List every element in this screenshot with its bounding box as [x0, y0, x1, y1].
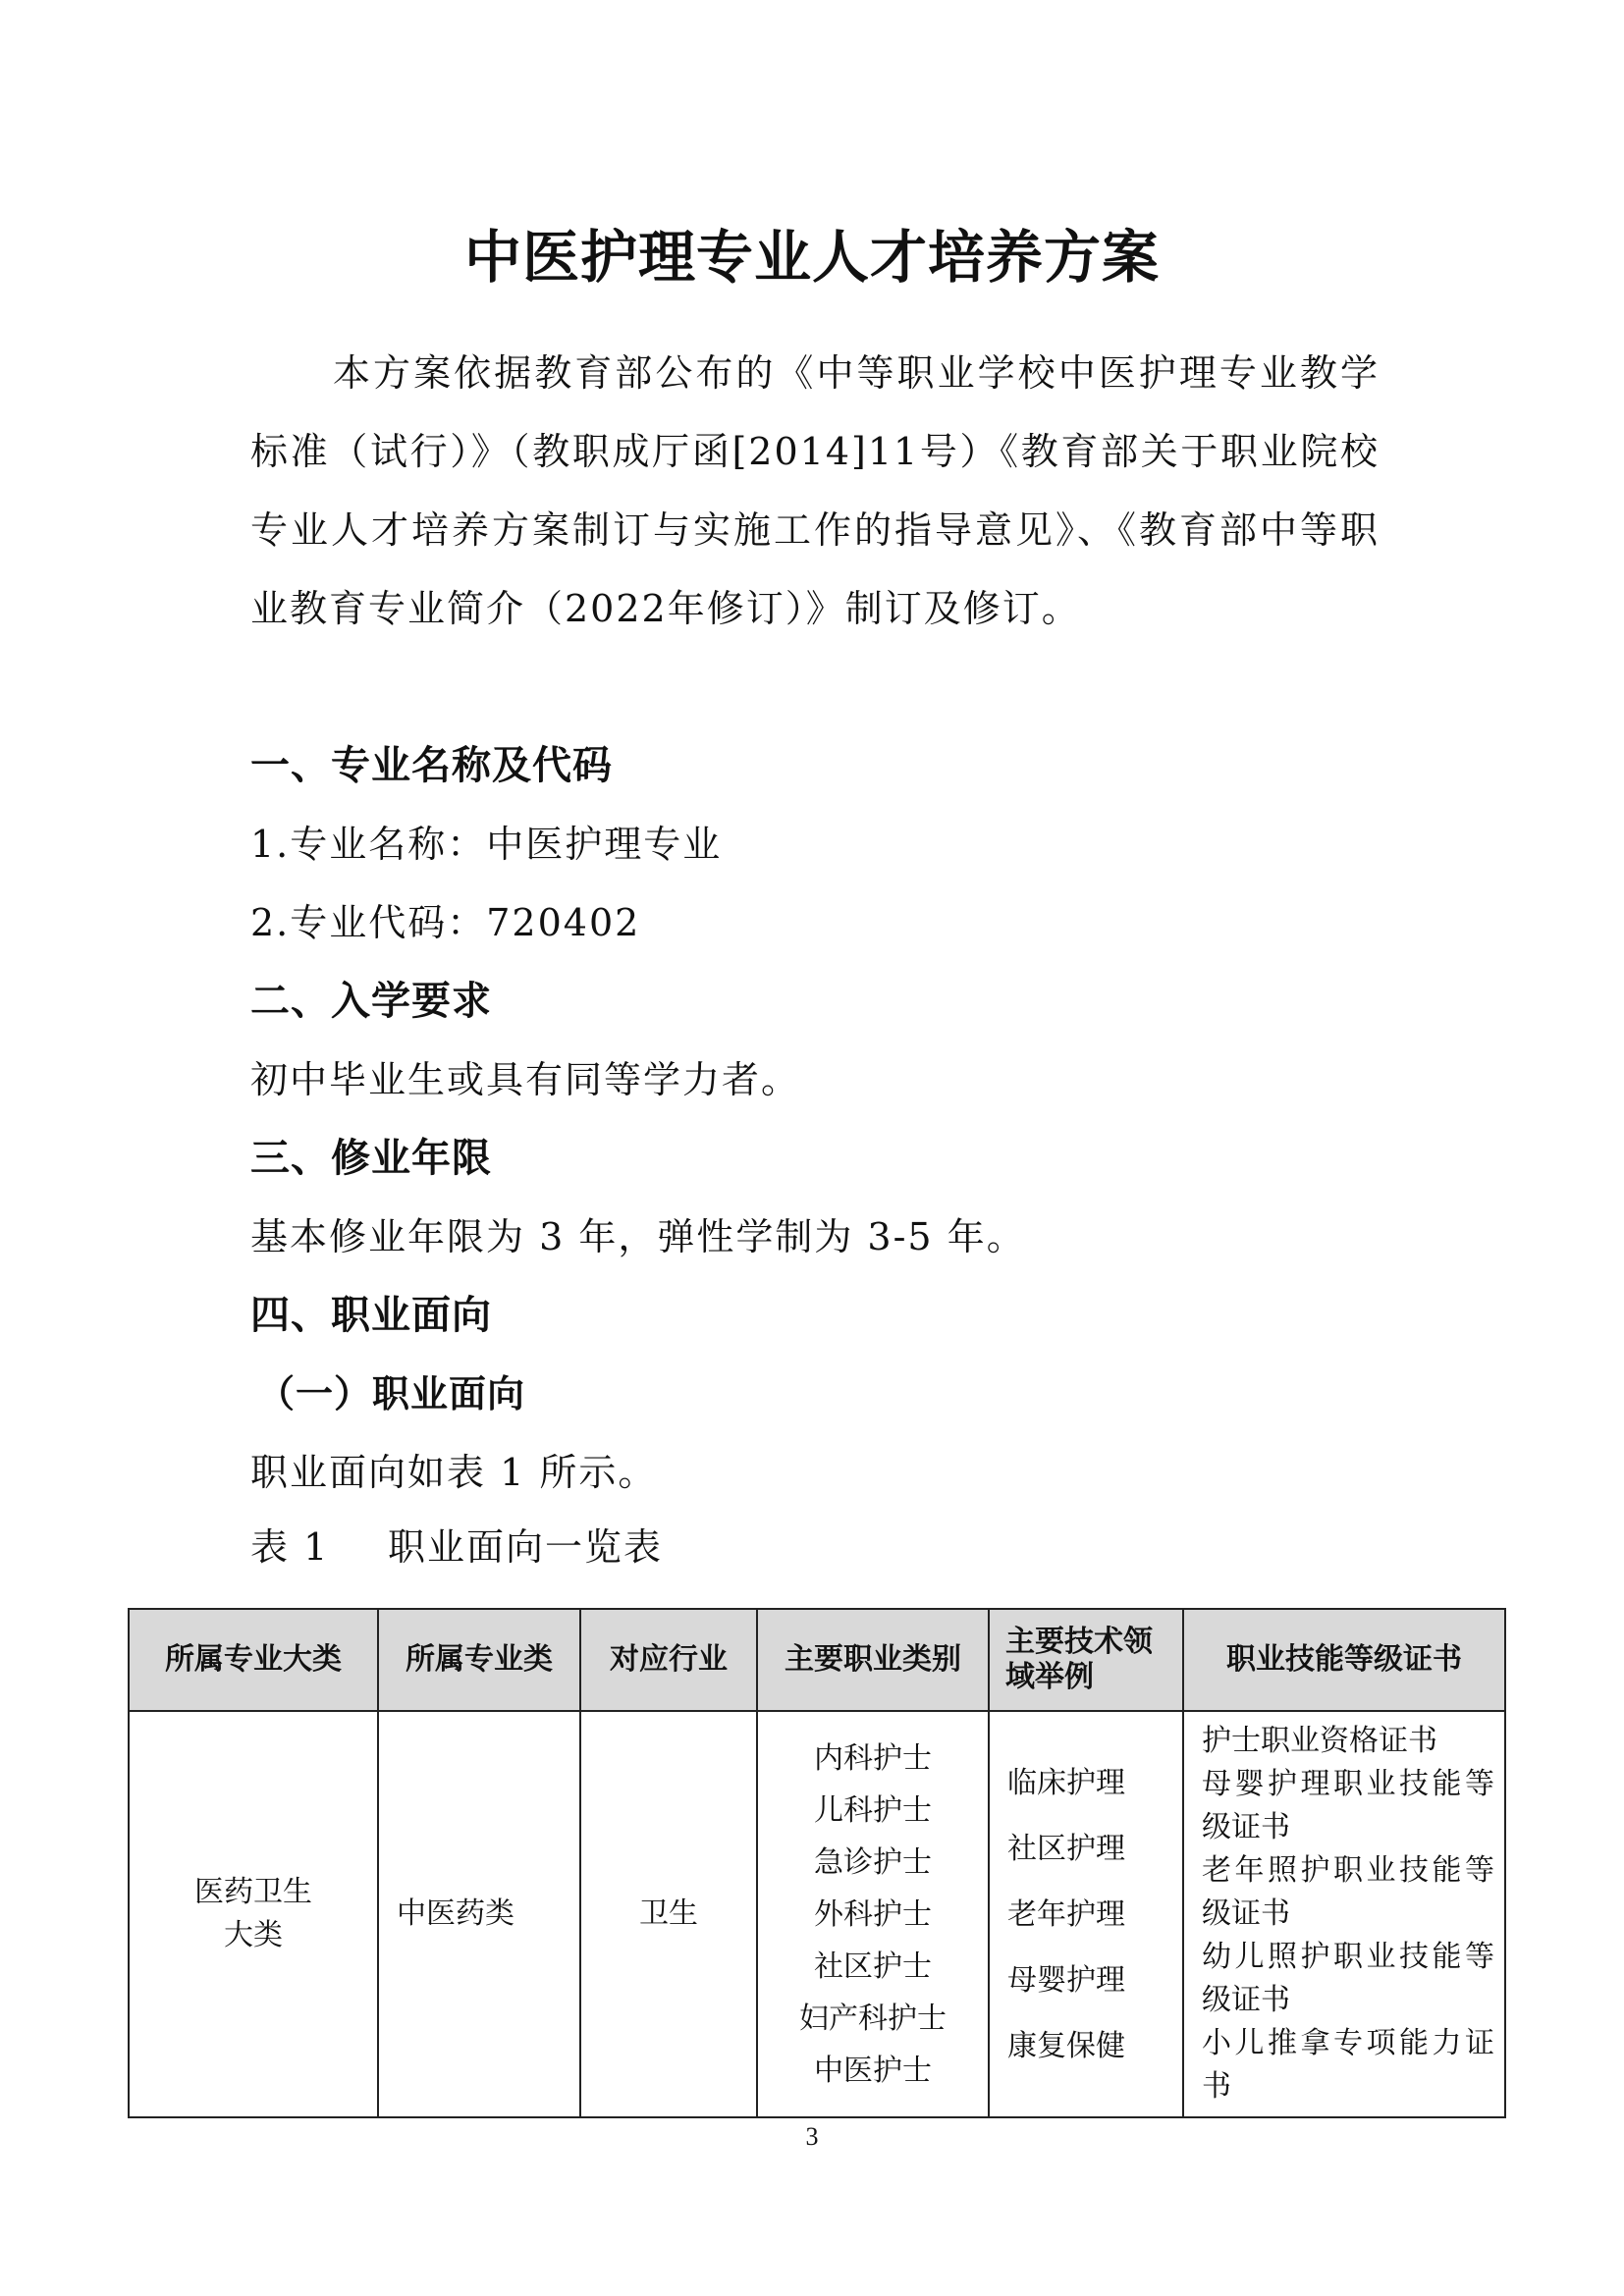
- field-item: 临床护理: [1007, 1765, 1125, 1800]
- field-item: 社区护理: [1007, 1831, 1125, 1866]
- intro-paragraph: [250, 334, 1380, 648]
- cell-certificates: [1183, 1711, 1505, 2117]
- admission-text: 初中毕业生或具有同等学力者。: [250, 1058, 801, 1101]
- certificate-item: 母婴护理职业技能等级证书: [1202, 1767, 1494, 1844]
- header-major-category: 所属专业大类: [129, 1609, 378, 1711]
- document-title: 中医护理专业人才培养方案: [463, 224, 1160, 291]
- cell-industry: 卫生: [580, 1711, 757, 2117]
- table-caption-text: 职业面向一览表: [388, 1525, 664, 1569]
- section-3-heading: 三、修业年限: [250, 1136, 492, 1181]
- occupation-table: [128, 1608, 1506, 2118]
- cell-tech-fields: [989, 1711, 1183, 2117]
- job-item: 外科护士: [814, 1896, 932, 1932]
- job-item: 中医护士: [814, 2053, 932, 2088]
- section-4-heading: 四、职业面向: [250, 1293, 492, 1338]
- header-tech-fields: 主要技术领域举例: [989, 1609, 1183, 1711]
- table-caption-label: 表 1: [250, 1525, 330, 1569]
- cell-major-category: 医药卫生大类: [129, 1711, 378, 2117]
- subsection-heading: （一）职业面向: [257, 1372, 526, 1415]
- occupation-text: 职业面向如表 1 所示。: [250, 1451, 658, 1494]
- table-caption: [250, 1508, 663, 1586]
- major-name: 1.专业名称：中医护理专业: [250, 823, 723, 866]
- header-certificates: 职业技能等级证书: [1183, 1609, 1505, 1711]
- intro-text: 本方案依据教育部公布的《中等职业学校中医护理专业教学标准（试行）》（教职成厅函[2014]11号）《教育部关于职业院校专业人才培养方案制订与实施工作的指导意见》、《教育部中等职业教育专业简介（2022年修订）》制订及修订。: [250, 351, 1380, 630]
- certificate-item: 幼儿照护职业技能等级证书: [1202, 1940, 1494, 2017]
- table-row: [129, 1711, 1505, 2117]
- header-major-class: 所属专业类: [378, 1609, 580, 1711]
- field-item: 母婴护理: [1007, 1962, 1125, 1998]
- page-number: 3: [805, 2122, 819, 2151]
- cell-major-class: 中医药类: [378, 1711, 580, 2117]
- section-1-heading: 一、专业名称及代码: [250, 743, 613, 788]
- field-item: 康复保健: [1007, 2028, 1125, 2063]
- job-item: 急诊护士: [814, 1844, 932, 1880]
- cell-jobs: [757, 1711, 989, 2117]
- section-2-heading: 二、入学要求: [250, 979, 492, 1024]
- job-item: 社区护士: [814, 1949, 932, 1984]
- certificate-item: 老年照护职业技能等级证书: [1202, 1853, 1494, 1931]
- major-code: 2.专业代码：720402: [250, 901, 641, 944]
- header-job-category: 主要职业类别: [757, 1609, 989, 1711]
- table-header-row: [129, 1609, 1505, 1711]
- job-item: 儿科护士: [814, 1792, 932, 1828]
- field-item: 老年护理: [1007, 1896, 1125, 1932]
- header-industry: 对应行业: [580, 1609, 757, 1711]
- certificate-item: 小儿推拿专项能力证书: [1202, 2026, 1494, 2104]
- duration-text: 基本修业年限为 3 年，弹性学制为 3-5 年。: [250, 1215, 1026, 1258]
- job-item: 妇产科护士: [799, 2001, 947, 2036]
- job-item: 内科护士: [814, 1740, 932, 1776]
- certificate-item: 护士职业资格证书: [1202, 1724, 1437, 1758]
